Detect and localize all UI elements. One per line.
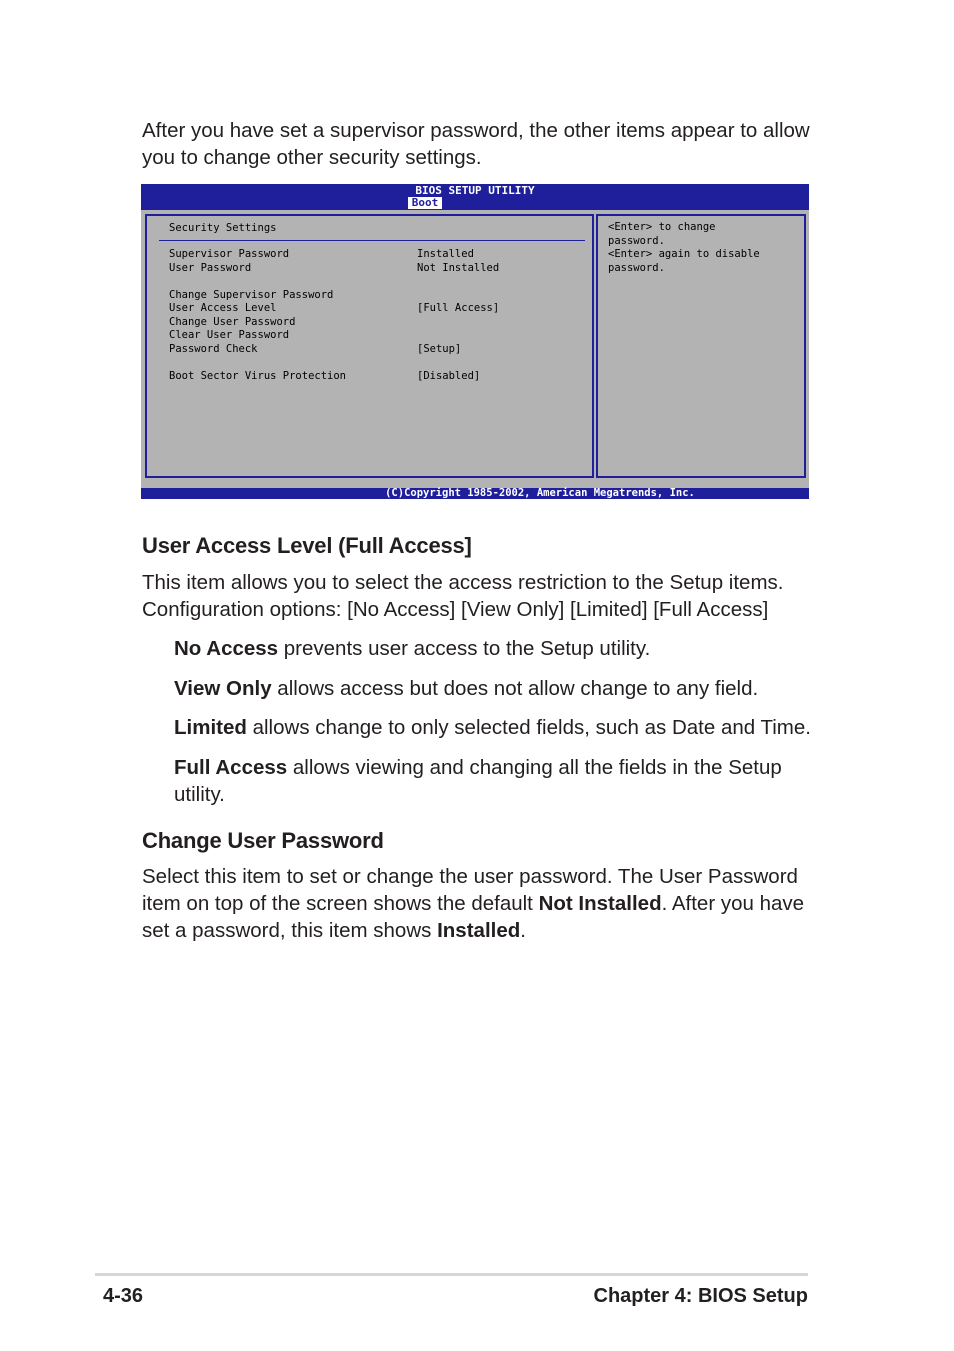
chapter-title: Chapter 4: BIOS Setup: [593, 1285, 808, 1307]
bios-item-value: Not Installed: [417, 261, 500, 274]
bios-item-user-access-level[interactable]: [169, 302, 589, 316]
bios-item-label: User Access Level: [169, 302, 277, 314]
bios-help-line: <Enter> to change: [608, 221, 716, 233]
bios-item-clear-user-password[interactable]: [169, 329, 589, 343]
bios-item-supervisor-password: [169, 248, 589, 262]
bios-item-boot-sector-virus-protection[interactable]: [169, 370, 589, 384]
bios-item-label: Supervisor Password: [169, 248, 290, 260]
section2-bold: Installed: [437, 919, 521, 942]
bios-divider: [159, 240, 585, 241]
bios-item-label: Password Check: [169, 342, 258, 355]
bios-item-change-user-password[interactable]: [169, 316, 589, 330]
bios-header-bar: [141, 184, 809, 210]
section2-text: Select this item to set or change the user password. The User Password item on top of the screen shows the default: [142, 865, 798, 915]
footer-rule: [95, 1273, 808, 1276]
bios-copyright-bar: (C)Copyright 1985-2002, American Megatrends, Inc.: [141, 488, 809, 499]
option-full-access: [174, 754, 784, 808]
page-number: 4-36: [103, 1285, 144, 1307]
bios-main-panel: [145, 214, 594, 478]
section2-text: . After you have set a password, this item shows: [142, 892, 805, 942]
bios-item-value: [Setup]: [417, 342, 462, 355]
section-heading-change-user-password: Change User Password: [142, 828, 384, 853]
option-term: No Access: [174, 637, 279, 660]
bios-item-value: Installed: [417, 248, 474, 260]
bios-item-label: User Password: [169, 261, 252, 274]
section2-bold: Not Installed: [538, 892, 662, 915]
bios-item-user-password: [169, 262, 589, 276]
bios-help-text: [608, 221, 804, 275]
bios-help-line: password.: [608, 261, 665, 274]
section-heading-user-access-level: User Access Level (Full Access]: [142, 533, 472, 558]
bios-help-line: password.: [608, 234, 665, 247]
option-term: View Only: [174, 677, 272, 700]
option-limited: [174, 714, 814, 741]
bios-item-change-supervisor-password[interactable]: [169, 289, 589, 303]
bios-item-label: Change Supervisor Password: [169, 288, 334, 301]
bios-help-line: <Enter> again to disable: [608, 248, 760, 260]
option-term: Limited: [174, 716, 247, 739]
bios-screenshot: [141, 184, 809, 499]
section1-body: This item allows you to select the access restriction to the Setup items. Configuration options: [No Access] [View Only] [Limited] [Full Access]: [142, 571, 784, 621]
section2-text: .: [520, 919, 526, 942]
option-desc: allows change to only selected fields, such as Date and Time.: [246, 716, 811, 739]
option-desc: prevents user access to the Setup utility.: [278, 637, 651, 660]
option-term: Full Access: [174, 756, 288, 779]
intro-paragraph: After you have set a supervisor password, the other items appear to allow you to change other security settings.: [142, 119, 810, 169]
option-desc: allows viewing and changing all the fields in the Setup utility.: [174, 756, 782, 806]
bios-item-label: Change User Password: [169, 315, 296, 328]
bios-item-value: [Disabled]: [417, 369, 481, 382]
bios-section-title: Security Settings: [169, 222, 277, 234]
bios-item-label: Boot Sector Virus Protection: [169, 369, 347, 382]
option-no-access: [174, 635, 814, 662]
bios-item-password-check[interactable]: [169, 343, 589, 357]
bios-help-panel: [596, 214, 806, 478]
bios-tab-boot[interactable]: Boot: [408, 197, 442, 209]
bios-item-label: Clear User Password: [169, 329, 290, 341]
bios-title: BIOS SETUP UTILITY: [415, 184, 535, 197]
section2-body: [142, 863, 810, 944]
option-view-only: [174, 675, 814, 702]
option-desc: allows access but does not allow change to any field.: [271, 677, 759, 700]
bios-item-value: [Full Access]: [417, 302, 500, 314]
